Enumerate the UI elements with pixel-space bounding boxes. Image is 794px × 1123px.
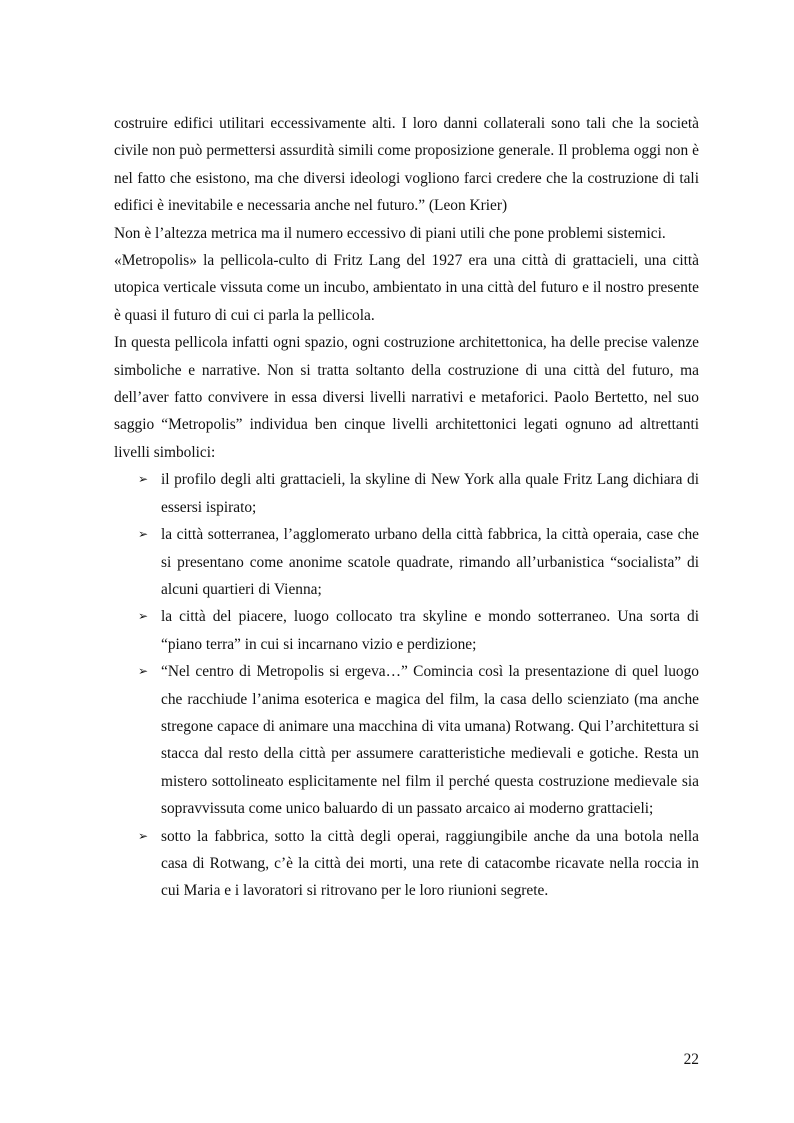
paragraph-metric-height: Non è l’altezza metrica ma il numero eccessivo di piani utili che pone problemi sistemici. bbox=[114, 224, 666, 242]
arrowhead-bullet-icon: ➢ bbox=[138, 828, 149, 843]
arrowhead-bullet-icon: ➢ bbox=[138, 472, 149, 487]
page-body bbox=[114, 110, 699, 905]
paragraph-krier-quote: costruire edifici utilitari eccessivamente alti. I loro danni collaterali sono tali che la società civile non può permettersi assurdità simili come proposizione generale. Il problema oggi non è nel fatto che esistono, ma che diversi ideologi vogliono farci credere che la costruzione di tali edifici è inevitabile e necessaria anche nel futuro.” (Leon Krier) bbox=[114, 115, 699, 215]
list-item bbox=[114, 521, 699, 603]
list-item bbox=[114, 603, 699, 658]
paragraph-architectural-levels: In questa pellicola infatti ogni spazio, ogni costruzione architettonica, ha delle precise valenze simboliche e narrative. Non si tratta soltanto della costruzione di una città del futuro, ma dell’aver fatto convivere in essa diversi livelli narrativi e metaforici. Paolo Bertetto, nel suo saggio “Metropolis” individua ben cinque livelli architettonici legati ognuno ad altrettanti livelli simbolici: bbox=[114, 334, 699, 461]
page-number: 22 bbox=[683, 1051, 699, 1068]
arrowhead-bullet-icon: ➢ bbox=[138, 664, 149, 679]
paragraph-metropolis-intro: «Metropolis» la pellicola-culto di Fritz Lang del 1927 era una città di grattacieli, una città utopica verticale vissuta come un incubo, ambientato in una città del futuro e il nostro presente è quasi il futuro di cui ci parla la pellicola. bbox=[114, 252, 699, 324]
arrowhead-bullet-icon: ➢ bbox=[138, 609, 149, 624]
list-item-text: sotto la fabbrica, sotto la città degli operai, raggiungibile anche da una botola nella casa di Rotwang, c’è la città dei morti, una rete di catacombe ricavate nella roccia in cui Maria e i lavoratori si ritrovano per le loro riunioni segrete. bbox=[161, 827, 699, 900]
list-item-text: “Nel centro di Metropolis si ergeva…” Comincia così la presentazione di quel luogo che racchiude l’anima esoterica e magica del film, la casa dello scienziato (ma anche stregone capace di animare una macchina di vita umana) Rotwang. Qui l’architettura si stacca dal resto della città per assumere caratteristiche medievali e gotiche. Resta un mistero sottolineato esplicitamente nel film il perché questa costruzione medievale sia sopravvissuta come unico baluardo di un passato arcaico ai moderno grattacieli; bbox=[161, 663, 699, 818]
list-item-text: la città sotterranea, l’agglomerato urbano della città fabbrica, la città operaia, case che si presentano come anonime scatole quadrate, rimando all’urbanistica “socialista” di alcuni quartieri di Vienna; bbox=[161, 526, 699, 598]
list-item-text: la città del piacere, luogo collocato tra skyline e mondo sotterraneo. Una sorta di “piano terra” in cui si incarnano vizio e perdizione; bbox=[161, 608, 699, 653]
levels-list bbox=[114, 466, 699, 905]
list-item bbox=[114, 658, 699, 822]
arrowhead-bullet-icon: ➢ bbox=[138, 527, 149, 542]
list-item-text: il profilo degli alti grattacieli, la skyline di New York alla quale Fritz Lang dichiara di essersi ispirato; bbox=[161, 471, 699, 516]
list-item bbox=[114, 823, 699, 905]
list-item bbox=[114, 466, 699, 521]
